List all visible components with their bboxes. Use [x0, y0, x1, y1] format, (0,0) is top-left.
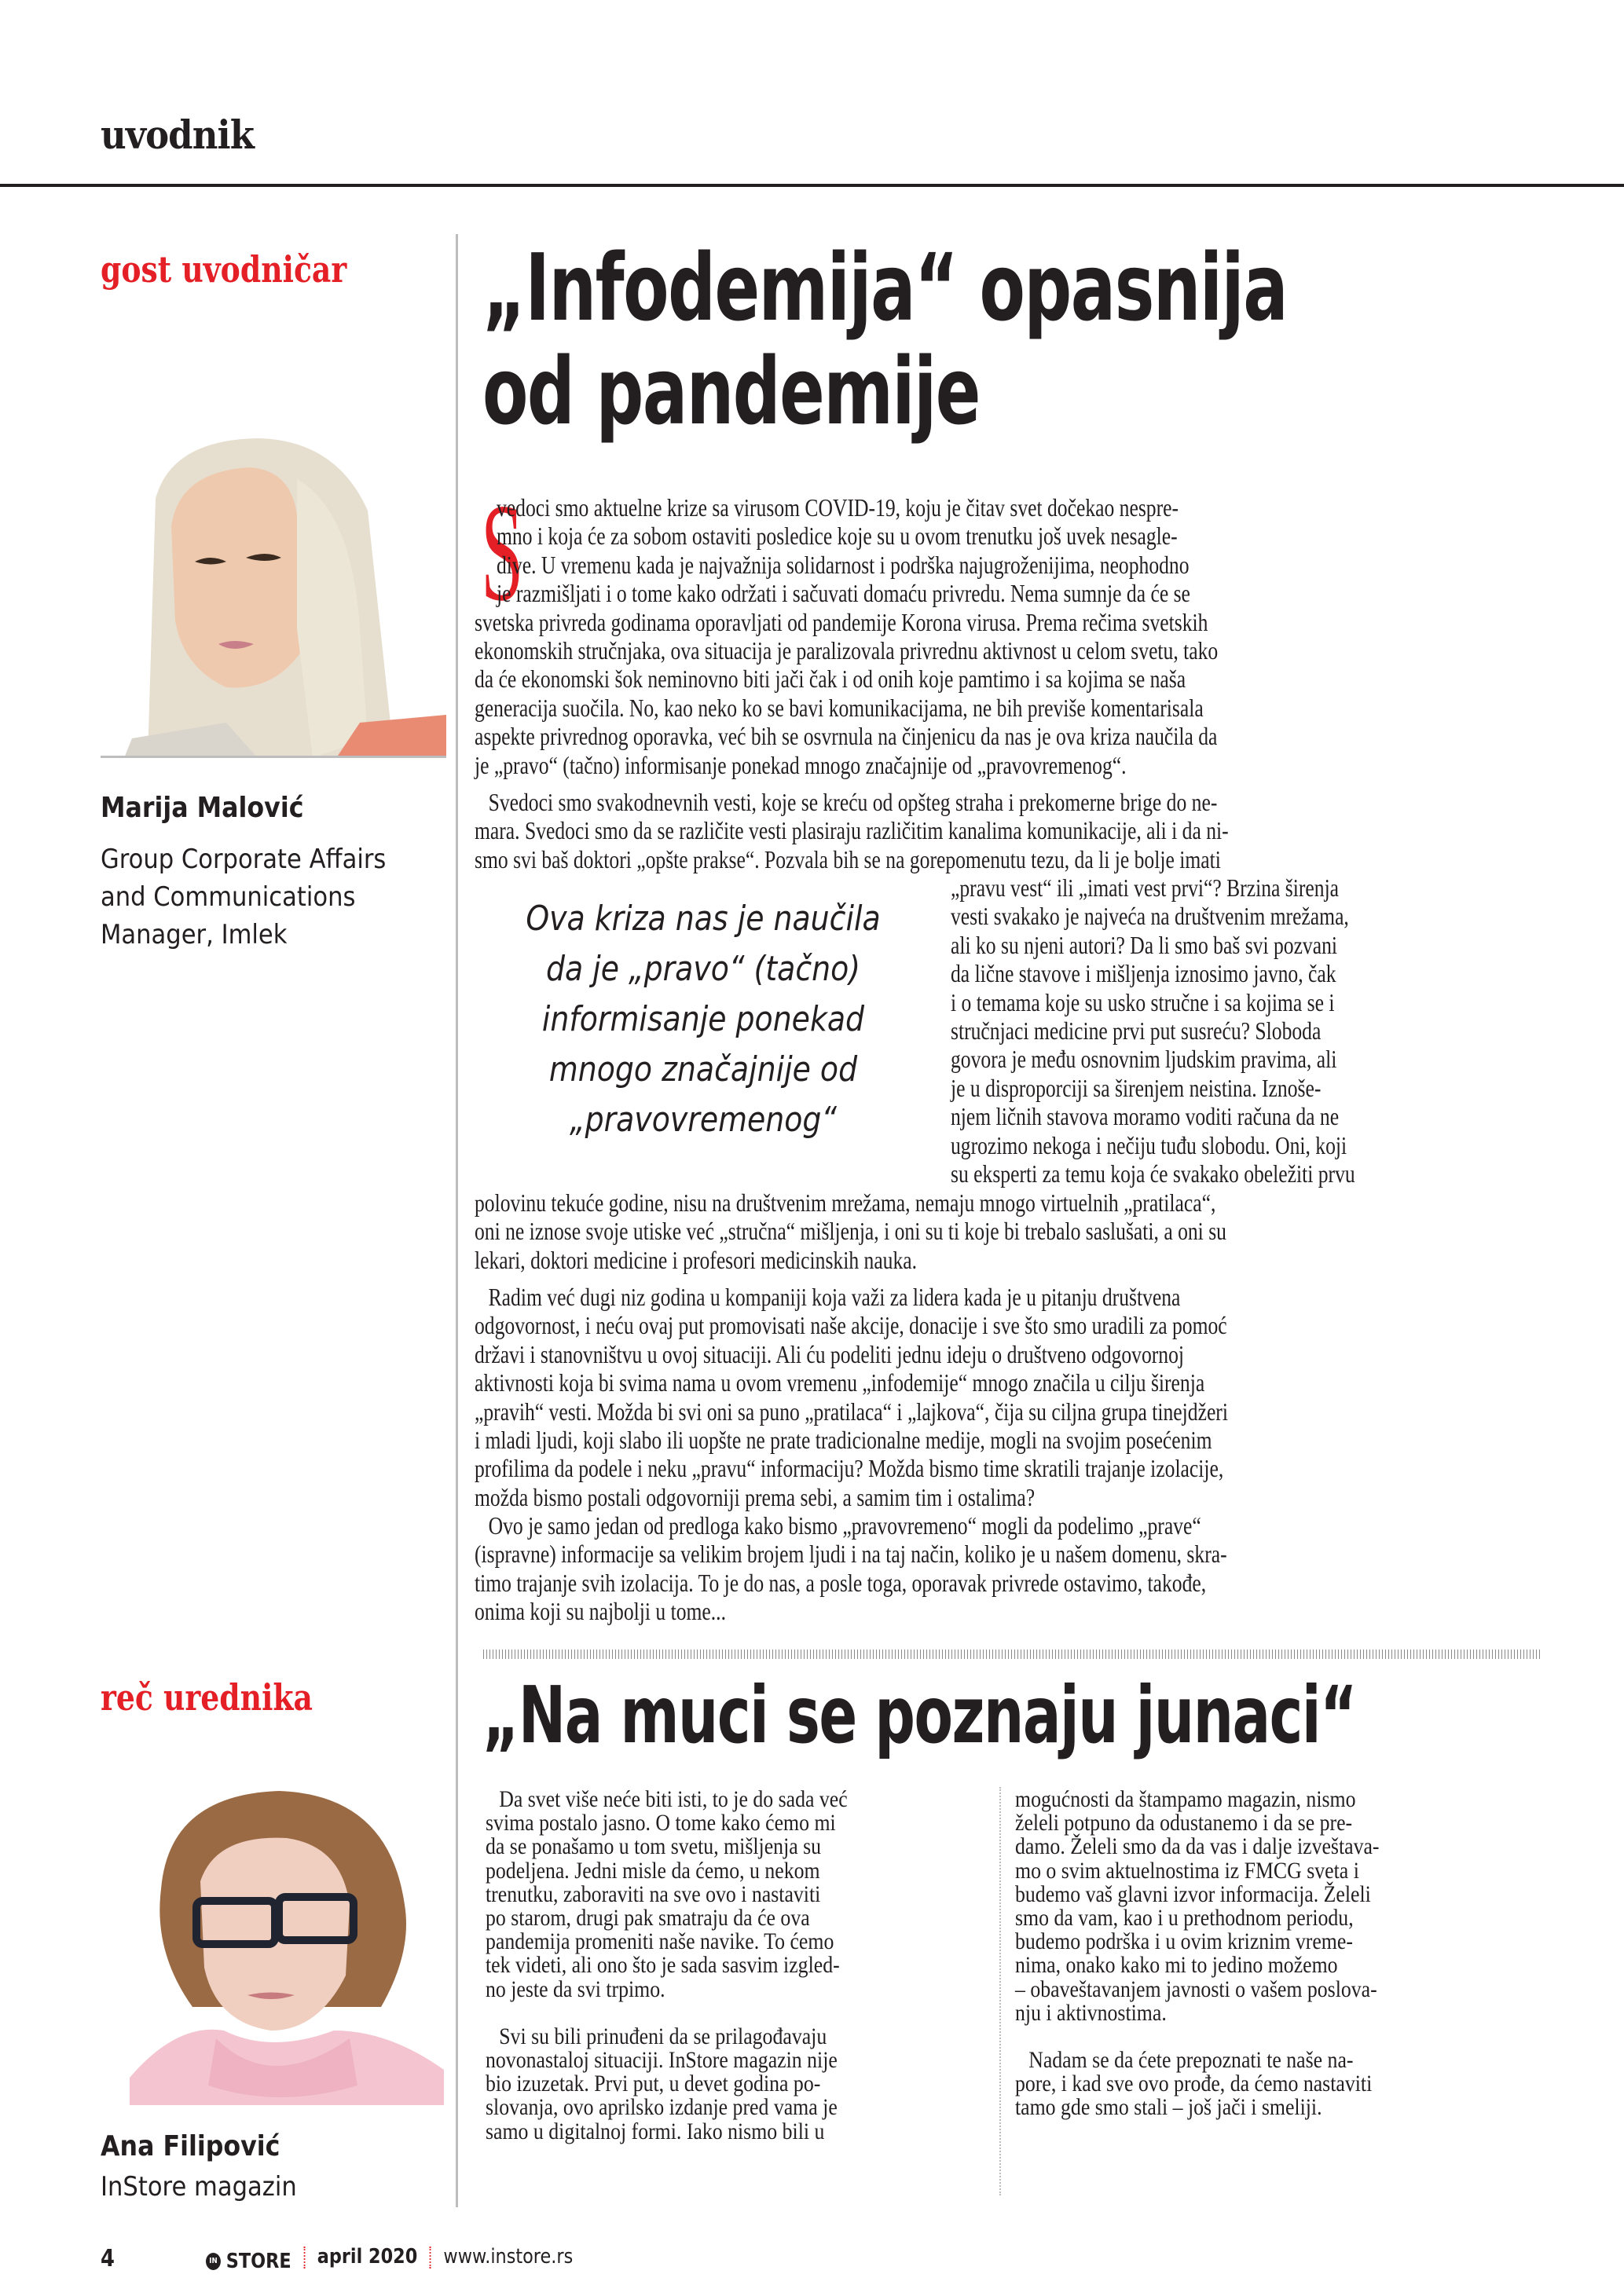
text-line: „pravu vest“ ili „imati vest prvi“? Brzina širenja	[951, 873, 1340, 902]
text-line: Svi su bili prinuđeni da se prilagođavaju	[499, 2023, 827, 2049]
text-line: no jeste da svi trpimo.	[486, 1976, 665, 2002]
text-line: oni ne iznose svoje utiske već „stručna“ mišljenja, i oni su ti koje bi trebalo saslušati, a oni su	[475, 1217, 1226, 1246]
guest-role-line: and Communications	[101, 881, 356, 913]
text-line: svetska privreda godinama oporavljati od pandemije Korona virusa. Prema rečima svetskih	[475, 607, 1208, 636]
text-line: aktivnosti koja bi svima nama u ovom vremenu „infodemije“ mnogo značila u cilju širenja	[475, 1368, 1205, 1397]
text-line: pandemija promeniti naše navike. To ćemo	[486, 1928, 834, 1955]
text-line: ekonomskih stručnjaka, ova situacija je paralizovala privrednu aktivnost u celom svetu, tako	[475, 636, 1219, 665]
article1-para2-narrow	[951, 873, 1456, 1188]
article2-right-column	[1015, 1788, 1439, 2120]
website-link[interactable]: www.instore.rs	[443, 2245, 574, 2269]
article1-title-line: „Infodemija“ opasnija	[482, 233, 1288, 342]
text-line: mno i koja će za sobom ostaviti posledice koje su u ovom trenutku još uvek nesagle-	[497, 522, 1178, 551]
text-line: samo u digitalnoj formi. Iako nismo bili u	[486, 2118, 825, 2144]
text-line: i mladi ljudi, koji slabo ili uopšte ne prate tradicionalne medije, mogli na svojim posećenim	[475, 1426, 1212, 1455]
guest-portrait	[101, 393, 446, 758]
text-line: smo svi baš doktori „opšte prakse“. Pozvala bih se na gorepomenutu tezu, da li je bolje imati	[475, 844, 1221, 873]
guest-portrait-image	[101, 393, 446, 758]
text-line: da se ponašamo u tom svetu, mišljenja su	[486, 1833, 822, 1860]
text-line: slovanja, ovo aprilsko izdanje pred vama je	[486, 2094, 838, 2121]
text-line: „pravih“ vesti. Možda bi svi oni sa puno „pratilaca“ i „lajkova“, čija su ciljna grupa tinejdžeri	[475, 1397, 1228, 1426]
column-divider	[456, 234, 458, 2207]
text-line: tek videti, ali ono što je sada sasvim izgled-	[486, 1952, 840, 1979]
text-line: je razmišljati i o tome kako održati i sačuvati domaću privredu. Nema sumnje da će se	[497, 579, 1190, 608]
text-line: trenutku, zaboraviti na sve ovo i nastaviti	[486, 1880, 821, 1907]
text-line: tamo gde smo stali – još jači i smeliji.	[1015, 2094, 1322, 2121]
article1-para1	[475, 608, 1404, 779]
text-line: mara. Svedoci smo da se različite vesti plasiraju različitim kanalima komunikacije, ali i da ni-	[475, 816, 1229, 845]
text-line: smo da vam, kao i u prethodnom periodu,	[1015, 1905, 1354, 1932]
guest-kicker: gost uvodničar	[101, 248, 347, 291]
text-line: ali ko su njeni autori? Da li smo baš svi pozvani	[951, 930, 1337, 959]
article1-title	[482, 233, 1288, 445]
text-line: ugrozimo nekoga i nečiju tuđu slobodu. Oni, koji	[951, 1130, 1347, 1159]
text-line: da lične stavove i mišljenja iznosimo javno, čak	[951, 959, 1336, 988]
text-line: budemo podrška i u ovim kriznim vreme-	[1015, 1928, 1353, 1955]
text-line: vesti svakako je najveća na društvenim mrežama,	[951, 902, 1349, 931]
pull-quote-line: mnogo značajnije od	[548, 1049, 858, 1089]
text-line: odgovornost, i neću ovaj put promovisati naše akcije, donacije i sve što smo uradili za pomoć	[475, 1311, 1227, 1340]
text-line: mo o svim aktuelnostima iz FMCG sveta i	[1015, 1857, 1359, 1884]
text-line: možda bismo postali odgovorniji prema sebi, a samim tim i ostalima?	[475, 1482, 1036, 1511]
guest-role	[101, 840, 418, 954]
text-line: onima koji su najbolji u tome...	[475, 1597, 726, 1626]
footer-separator	[430, 2247, 431, 2269]
text-line: nju i aktivnostima.	[1015, 1999, 1167, 2026]
drop-cap: S	[481, 474, 524, 630]
text-line: su eksperti za temu koja će svakako obeležiti prvu	[951, 1159, 1355, 1188]
text-line: damo. Želeli smo da da vas i dalje izveštava-	[1015, 1833, 1380, 1860]
article1-para3	[475, 1283, 1417, 1511]
text-line: generacija suočila. No, kao neko ko se bavi komunikacijama, ne bih previše komentarisala	[475, 693, 1204, 722]
text-line: da će ekonomski šok neminovno biti jači čak i od onih koje pamtimo i sa kojima se naša	[475, 665, 1186, 694]
article1-para1-indented	[497, 493, 1364, 608]
guest-role-line: Group Corporate Affairs	[101, 844, 387, 875]
editor-portrait	[130, 1771, 444, 2105]
text-line: Ovo je samo jedan od predloga kako bismo „pravovremeno“ mogli da podelimo „prave“	[488, 1511, 1201, 1540]
text-line: želeli potpuno da odustanemo i da se pre-	[1015, 1810, 1353, 1836]
text-line: novonastaloj situaciji. InStore magazin nije	[486, 2047, 838, 2074]
text-line: podeljena. Jedni misle da ćemo, u nekom	[486, 1857, 820, 1884]
pull-quote	[479, 894, 927, 1145]
guest-role-line: Manager, Imlek	[101, 919, 288, 950]
section-title: uvodnik	[101, 112, 255, 158]
text-line: mogućnosti da štampamo magazin, nismo	[1015, 1786, 1356, 1812]
text-line: budemo vaš glavni izvor informacija. Želeli	[1015, 1880, 1371, 1907]
text-line: po starom, drugi pak smatraju da će ova	[486, 1905, 810, 1932]
column-separator	[999, 1787, 1001, 2195]
guest-name: Marija Malović	[101, 792, 304, 824]
text-line: timo trajanje svih izolacija. To je do nas, a posle toga, oporavak privrede ostavimo, takođe,	[475, 1568, 1207, 1597]
article2-left-column	[486, 1788, 907, 2144]
instore-logo-text: STORE	[225, 2250, 291, 2273]
article2-paragraph	[486, 2025, 907, 2144]
article2-title: „Na muci se poznaju junaci“	[482, 1669, 1357, 1761]
article2-paragraph	[1015, 2049, 1439, 2120]
text-line: stručnjaci medicine prvi put susreću? Sloboda	[951, 1016, 1322, 1045]
text-line: – obaveštavanjem javnosti o vašem poslova-	[1015, 1976, 1377, 2002]
editor-portrait-image	[130, 1771, 444, 2105]
text-line: dive. U vremenu kada je najvažnija solidarnost i podrška najugroženijima, neophodno	[497, 550, 1190, 579]
text-line: je „pravo“ (tačno) informisanje ponekad mnogo značajnije od „pravovremenog“.	[475, 750, 1127, 779]
article1-para2-tail	[475, 1188, 1414, 1274]
text-line: (ispravne) informacije sa velikim brojem ljudi i na taj način, koliko je u našem domenu, skra-	[475, 1540, 1227, 1569]
instore-logo	[206, 2250, 291, 2273]
text-line: je u disproporciji sa širenjem neistina. Iznoše-	[951, 1073, 1322, 1102]
editor-name: Ana Filipović	[101, 2130, 280, 2162]
instore-logo-icon: IN	[206, 2253, 221, 2270]
text-line: državi i stanovništvu u ovoj situaciji. Ali ću podeliti jednu ideju o društveno odgovornoj	[475, 1339, 1184, 1368]
text-line: Nadam se da ćete prepoznati te naše na-	[1028, 2047, 1354, 2074]
article1-title-line: od pandemije	[482, 337, 980, 445]
pull-quote-line: informisanje ponekad	[541, 999, 865, 1039]
text-line: govora je među osnovnim ljudskim pravima, ali	[951, 1045, 1337, 1074]
page-number: 4	[101, 2245, 115, 2272]
editor-role: InStore magazin	[101, 2171, 297, 2203]
text-line: lekari, doktori medicine i profesori medicinskih nauka.	[475, 1245, 918, 1274]
header-rule	[0, 184, 1624, 187]
article1-para4	[475, 1511, 1415, 1626]
pull-quote-line: Ova kriza nas je naučila	[526, 899, 881, 939]
article2-paragraph	[486, 1788, 907, 2001]
text-line: njem ličnih stavova moramo voditi računa da ne	[951, 1102, 1340, 1131]
text-line: bio izuzetak. Prvi put, u devet godina po-	[486, 2071, 821, 2097]
footer-info	[206, 2245, 573, 2273]
text-line: Da svet više neće biti isti, to je do sada već	[499, 1786, 848, 1812]
text-line: Radim već dugi niz godina u kompaniji koja važi za lidera kada je u pitanju društvena	[488, 1283, 1181, 1311]
pull-quote-line: „pravovremenog“	[569, 1100, 838, 1140]
article2-paragraph	[1015, 1788, 1439, 2025]
issue-date: april 2020	[317, 2245, 418, 2269]
text-line: profilima da podele i neku „pravu“ informaciju? Možda bismo time skratili trajanje izolacije,	[475, 1454, 1224, 1483]
text-line: polovinu tekuće godine, nisu na društvenim mrežama, nemaju mnogo virtuelnih „pratilaca“,	[475, 1188, 1216, 1217]
text-line: i o temama koje su usko stručne i sa kojima se i	[951, 987, 1335, 1016]
text-line: nima, onako kako mi to jedino možemo	[1015, 1952, 1338, 1979]
text-line: svima postalo jasno. O tome kako ćemo mi	[486, 1810, 836, 1836]
article1-para2	[475, 788, 1417, 873]
footer-separator	[303, 2247, 305, 2269]
section-divider	[483, 1650, 1540, 1659]
pull-quote-line: da je „pravo“ (tačno)	[545, 949, 861, 989]
text-line: vedoci smo aktuelne krize sa virusom COVID-19, koju je čitav svet dočekao nespre-	[497, 493, 1179, 522]
text-line: aspekte privrednog oporavka, već bih se osvrnula na činjenicu da nas je ova kriza naučila da	[475, 722, 1218, 751]
editor-kicker: reč urednika	[101, 1676, 313, 1719]
text-line: pore, i kad sve ovo prođe, da ćemo nastaviti	[1015, 2071, 1373, 2097]
text-line: Svedoci smo svakodnevnih vesti, koje se kreću od opšteg straha i prekomerne brige do ne-	[488, 788, 1218, 816]
